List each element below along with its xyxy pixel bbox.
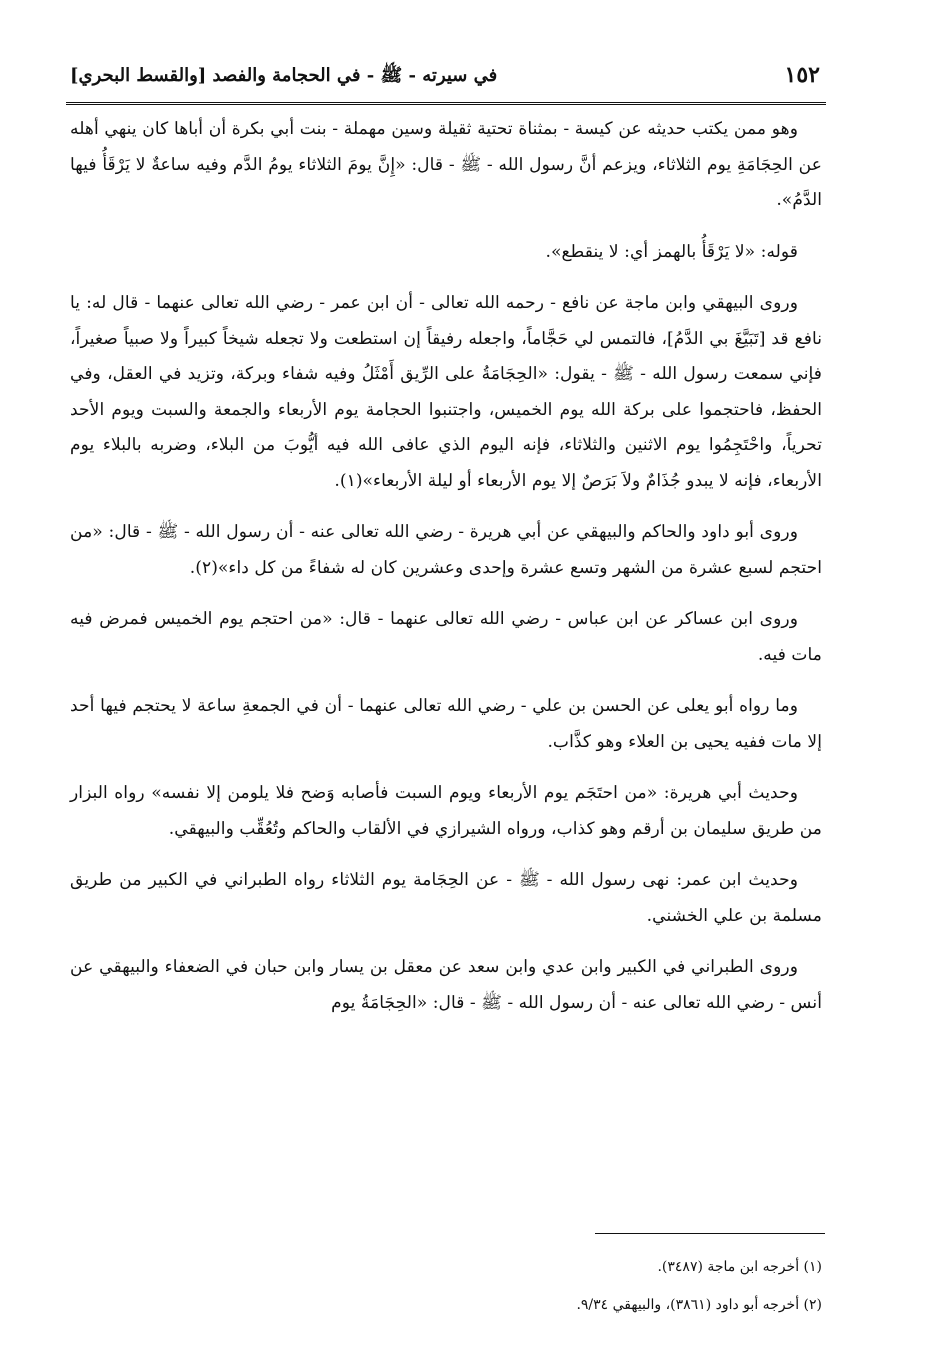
footnote: (٢) أخرجه أبو داود (٣٨٦١)، والبيهقي ٩/٣٤.: [576, 1297, 822, 1313]
header-rule: [66, 102, 826, 105]
paragraph: وروى الطبراني في الكبير وابن عدي وابن سعد عن معقل بن يسار وابن حبان في الضعفاء والبيهقي عن أنس - رضي الله تعالى عنه - أن رسول الله - ﷺ - قال: «الحِجَامَةُ يوم: [70, 957, 822, 1013]
page-number: ١٥٢: [784, 62, 820, 88]
paragraph: وروى البيهقي وابن ماجة عن نافع - رحمه الله تعالى - أن ابن عمر - رضي الله تعالى عنهما - قال له: يا نافع قد [تَبَيَّغَ بي الدَّمُ]، فالتمس لي حَجَّاماً، واجعله رفيقاً إن استطعت ولا تجعله شيخاً كبيراً ولا صبياً صغيراً، فإني سمعت رسول الله - ﷺ - يقول: «الحِجَامَةُ على الرِّيق أَمْثَلُ وفيه شفاء وبركة، وتزيد في العقل، وفي الحفظ، فاحتجموا على بركة الله يوم الخميس، واجتنبوا الحجامة يوم الأربعاء والجمعة والسبت ويوم الأحد تحرياً، واحْتَجِمُوا يوم الاثنين والثلاثاء، فإنه اليوم الذي عافى الله فيه أيُّوبَ من البلاء، وضربه بالبلاء يوم الأربعاء، فإنه لا يبدو جُذَامٌ ولاَ بَرَصٌ إلا يوم الأربعاء أو ليلة الأربعاء»(١).: [70, 293, 822, 491]
paragraph: وحديث أبي هريرة: «من احتَجَم يوم الأربعاء ويوم السبت فأصابه وَضح فلا يلومن إلا نفسه» رواه البزار من طريق سليمان بن أرقم وهو كذاب، ورواه الشيرازي في الألقاب والحاكم وتُعُقِّب والبيهقي.: [70, 783, 822, 839]
footnote: (١) أخرجه ابن ماجة (٣٤٨٧).: [657, 1259, 822, 1275]
paragraph: وما رواه أبو يعلى عن الحسن بن علي - رضي الله تعالى عنهما - أن في الجمعةِ ساعة لا يحتجم فيها أحد إلا مات ففيه يحيى بن العلاء وهو كذَّاب.: [70, 696, 822, 752]
footnote-rule: [595, 1233, 825, 1234]
running-header: [66, 58, 826, 98]
footnotes: [70, 1248, 822, 1324]
main-text: [70, 112, 822, 1037]
paragraph: وحديث ابن عمر: نهى رسول الله - ﷺ - عن الحِجَامة يوم الثلاثاء رواه الطبراني في الكبير من طريق مسلمة بن علي الخشني.: [70, 870, 822, 926]
paragraph: وهو ممن يكتب حديثه عن كيسة - بمثناة تحتية ثقيلة وسين مهملة - بنت أبي بكرة أن أباها كان ينهي أهله عن الحِجَامَةِ يوم الثلاثاء، ويزعم أنَّ رسول الله - ﷺ - قال: «إِنَّ يومَ الثلاثاء يومُ الدَّم وفيه ساعةٌ لا يَرْقَأُ فيها الدَّمُ».: [70, 119, 822, 210]
running-title: في سيرته - ﷺ - في الحجامة والفصد [والقسط البحري]: [70, 65, 498, 86]
paragraph: وروى أبو داود والحاكم والبيهقي عن أبي هريرة - رضي الله تعالى عنه - أن رسول الله - ﷺ - قال: «من احتجم لسبع عشرة من الشهر وتسع عشرة وإحدى وعشرين كان له شفاءً من كل داء»(٢).: [70, 522, 822, 578]
paragraph: وروى ابن عساكر عن ابن عباس - رضي الله تعالى عنهما - قال: «من احتجم يوم الخميس فمرض فيه مات فيه.: [70, 609, 822, 665]
paragraph: قوله: «لا يَرْقَأُ بالهمز أي: لا ينقطع».: [545, 241, 798, 262]
